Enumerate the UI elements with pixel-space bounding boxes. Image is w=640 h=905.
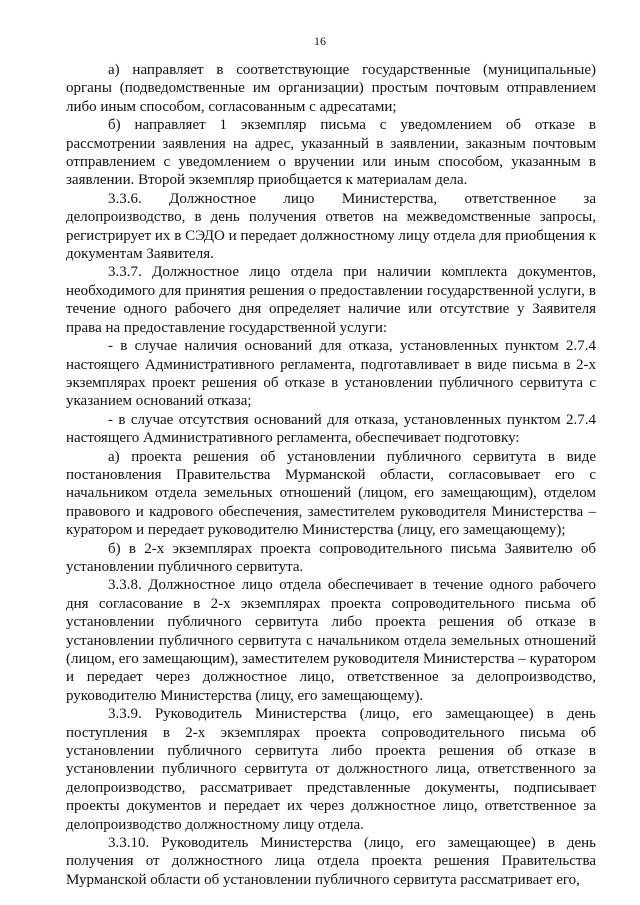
paragraph-3-3-10: 3.3.10. Руководитель Министерства (лицо, его замещающее) в день получения от должностного лица отдела проекта решения Правительства Мурманской области об установлении публичного сервитута рассматривает его, (66, 835, 596, 888)
document-body (66, 61, 596, 889)
paragraph-a-send-to-agencies: а) направляет в соответствующие государственные (муниципальные) органы (подведомственные им организации) простым почтовым отправлением либо иным способом, согласованным с адресатами; (66, 62, 596, 115)
paragraph-b-cover-letter: б) в 2-х экземплярах проекта сопроводительного письма Заявителю об установлении публичного сервитута. (66, 540, 596, 575)
paragraph-a-draft-decision: а) проекта решения об установлении публичного сервитута в виде постановления Правительства Мурманской области, согласовывает его с начальником отдела земельных отношений (лицом, его замещающим), отделом правового и кадрового обеспечения, заместителем руководителя Министерства – куратором и передает руководителю Министерства (лицу, его замещающему); (66, 448, 596, 539)
paragraph-3-3-6: 3.3.6. Должностное лицо Министерства, ответственное за делопроизводство, в день получения ответов на межведомственные запросы, регистрирует их в СЭДО и передает должностному лицу отдела для приобщения к документам Заявителя. (66, 190, 596, 263)
paragraph-3-3-8: 3.3.8. Должностное лицо отдела обеспечивает в течение одного рабочего дня согласование в 2-х экземплярах проекта сопроводительного письма об установлении публичного сервитута либо проекта решения об отказе в установлении публичного сервитута с начальником отдела земельных отношений (лицом, его замещающим), заместителем руководителя Министерства – куратором и передает через должностное лицо, ответственное за делопроизводство, руководителю Министерства (лицу, его замещающему). (66, 577, 596, 704)
paragraph-refusal-grounds-present: - в случае наличия оснований для отказа, установленных пунктом 2.7.4 настоящего Административного регламента, подготавливает в виде письма в 2-х экземплярах проект решения об отказе в установлении публичного сервитута с указанием оснований отказа; (66, 338, 596, 410)
paragraph-3-3-9: 3.3.9. Руководитель Министерства (лицо, его замещающее) в день поступления в 2-х экземплярах проекта сопроводительного письма об установлении публичного сервитута либо проекта решения об отказе в установлении публичного сервитута от должностного лица, ответственного за делопроизводство, рассматривает представленные документы, подписывает проекты документов и передает их через должностное лицо, ответственное за делопроизводство должностному лицу отдела. (66, 706, 596, 833)
paragraph-refusal-grounds-absent: - в случае отсутствия оснований для отказа, установленных пунктом 2.7.4 настоящего Административного регламента, обеспечивает подготовку: (66, 411, 596, 447)
paragraph-b-send-refusal-notice: б) направляет 1 экземпляр письма с уведомлением об отказе в рассмотрении заявления на адрес, указанный в заявлении, заказным почтовым отправлением с уведомлением о вручении или иным способом, указанным в заявлении. Второй экземпляр приобщается к материалам дела. (66, 117, 596, 189)
paragraph-3-3-7: 3.3.7. Должностное лицо отдела при наличии комплекта документов, необходимого для принятия решения о предоставлении государственной услуги, в течение одного рабочего дня определяет наличие или отсутствие у Заявителя права на предоставление государственной услуги: (66, 264, 596, 336)
page-number: 16 (314, 34, 326, 48)
